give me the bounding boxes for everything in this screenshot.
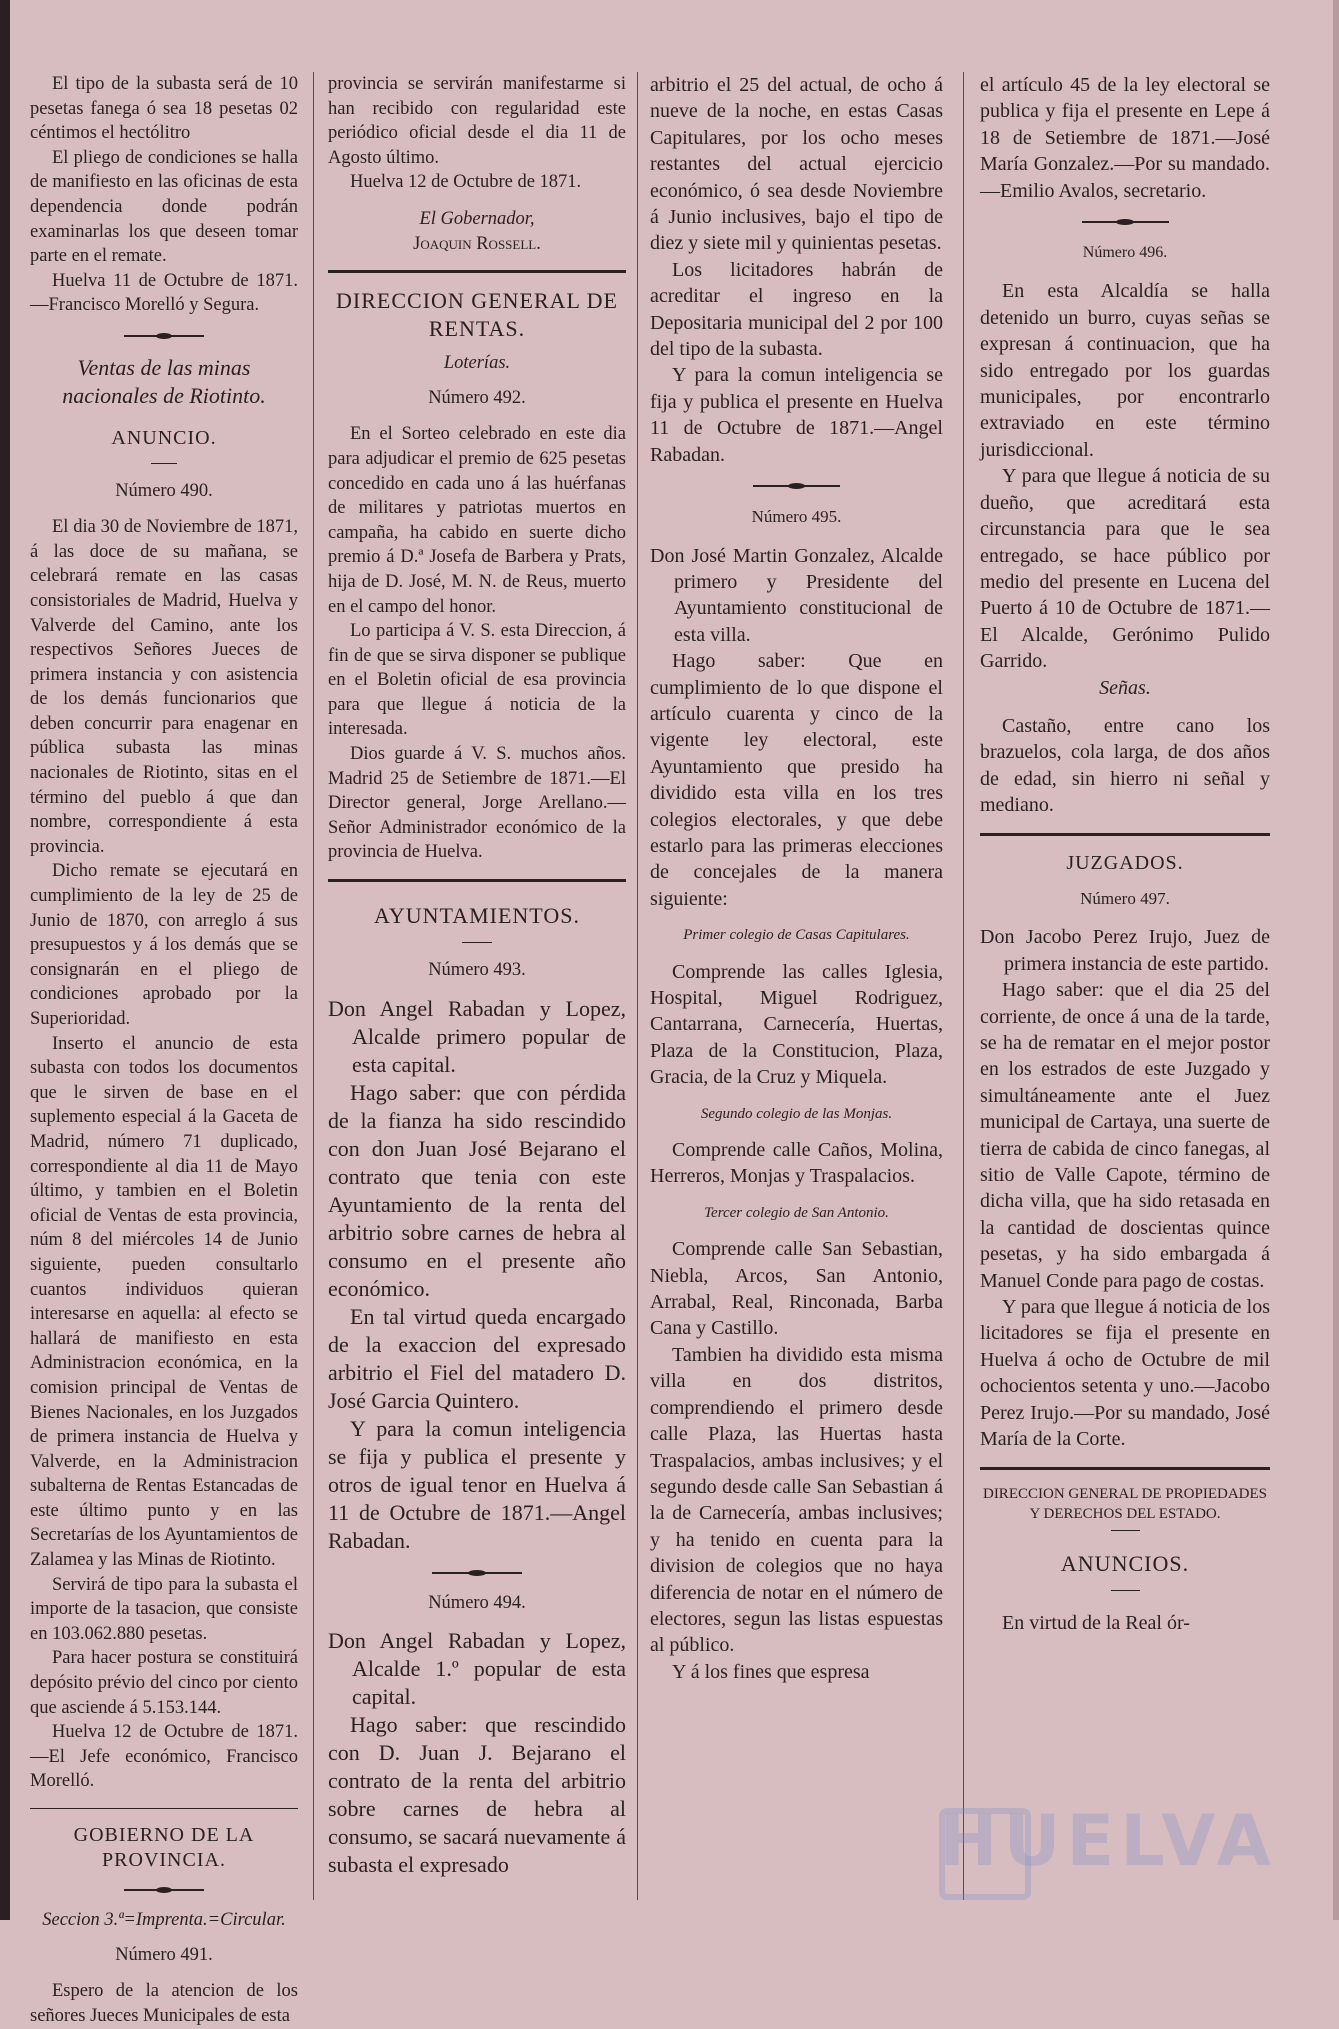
paragraph: Para hacer postura se constituirá depósito prévio del cinco por ciento que asciende á 5.153.144. <box>30 1648 298 1718</box>
paragraph: Comprende calle Caños, Molina, Herreros, Monjas y Traspalacios. <box>650 1139 943 1188</box>
column-2 <box>328 72 626 1910</box>
section-subtitle: Seccion 3.ª=Imprenta.=Circular. <box>42 1910 286 1931</box>
paragraph: Y para que llegue á noticia de los licitadores se fija el presente en Huelva á ocho de Octubre de mil ochocientos setenta y uno.—Jacobo Perez Irujo.—Por su mandado, José María de la Corte. <box>980 1296 1270 1451</box>
section-subtitle: ANUNCIO. <box>111 426 217 449</box>
section-title: DIRECCION GENERAL DE RENTAS. <box>336 288 618 342</box>
short-rule <box>980 1586 1270 1596</box>
column-rule <box>963 72 964 1900</box>
section-rule <box>980 833 1270 836</box>
notice-number: Número 490. <box>115 480 213 501</box>
paragraph: Hago saber: que el dia 25 del corriente, de once á una de la tarde, se ha de rematar en el mejor postor en los estrados de este Juzgado y simultáneamente ante el Juez municipal de Cartaya, una suerte de tierra de cabida de cinco fanegas, al sitio de Valle Capote, término de dicha villa, que ha sido retasada en la cantidad de doscientas quince pesetas, y ha sido embargada á Manuel Conde para pago de costas. <box>980 979 1270 1292</box>
ornament-divider <box>328 1569 626 1577</box>
signature-line: Huelva 11 de Octubre de 1871. —Francisco Morelló y Segura. <box>30 270 298 316</box>
date-line: Huelva 12 de Octubre de 1871. <box>350 172 582 193</box>
college-title: Tercer colegio de San Antonio. <box>704 1204 889 1221</box>
paragraph: Hago saber: Que en cumplimiento de lo que dispone el artículo cuarenta y cinco de la vigente ley electoral, este Ayuntamiento que presido ha dividido esta villa en los tres colegios electorales, y que debe estarlo para las primeras elecciones de concejales de la manera siguiente: <box>650 650 943 910</box>
notice-number: Número 497. <box>1080 888 1170 908</box>
paragraph: Hago saber: que con pérdida de la fianza ha sido rescindido con don Juan José Bejarano el contrato que tenia con este Ayuntamiento de la renta del arbitrio sobre carnes de hebra al consumo en el presente año económico. <box>328 1079 626 1301</box>
paragraph: Hago saber: que rescindido con D. Juan J. Bejarano el contrato de la renta del arbitrio sobre carnes de hebra al consumo, se sacará nuevamente á subasta el expresado <box>328 1712 626 1878</box>
college-title: Primer colegio de Casas Capitulares. <box>683 927 910 944</box>
paragraph: Dios guarde á V. S. muchos años. Madrid 25 de Setiembre de 1871.—El Director general, Jorge Arellano.—Señor Administrador económico de la provincia de Huelva. <box>328 744 626 863</box>
paragraph: Espero de la atencion de los señores Jueces Municipales de esta <box>30 1981 298 2026</box>
section-title: JUZGADOS. <box>1066 851 1184 874</box>
paragraph: Comprende las calles Iglesia, Hospital, Miguel Rodriguez, Cantarrana, Carnecería, Huertas, Plaza de la Constitucion, Plaza, Gracia, de la Cruz y Miquela. <box>650 960 943 1089</box>
paragraph: El pliego de condiciones se halla de manifiesto en las oficinas de esta dependencia donde podrán examinarlas los que deseen tomar parte en el remate. <box>30 147 298 267</box>
paragraph: El dia 30 de Noviembre de 1871, á las doce de su mañana, se celebrará remate en las casas consistoriales de Madrid, Huelva y Valverde del Camino, ante los respectivos Señores Jueces de primera instancia y con asistencia de los demás funcionarios que deben concurrir para enagenar en pública subasta las minas nacionales de Riotinto, sitas en el término del pueblo á que dan nombre, correspondiente á esta provincia. <box>30 517 298 857</box>
notice-heading: Don Jacobo Perez Irujo, Juez de primera instancia de este partido. <box>980 926 1270 975</box>
column-1 <box>30 72 298 2026</box>
section-subtitle: Señas. <box>1099 676 1151 699</box>
paragraph: Lo participa á V. S. esta Direccion, á fin de que se sirva disponer se publique en el Boletin oficial de esa provincia para que llegue á noticia de la interesada. <box>328 621 626 740</box>
notice-heading: Don Angel Rabadan y Lopez, Alcalde 1.º popular de esta capital. <box>328 1628 626 1710</box>
section-rule <box>328 270 626 273</box>
column-4 <box>980 72 1270 1910</box>
notice-heading: Don Angel Rabadan y Lopez, Alcalde primero popular de esta capital. <box>328 995 626 1077</box>
watermark-text: HUELVA <box>939 1800 1277 1882</box>
paragraph: Y para la comun inteligencia se fija y publica el presente y otros de igual tenor en Huelva á 11 de Octubre de 1871.—Angel Rabadan. <box>328 1415 626 1553</box>
paragraph: Y á los fines que espresa <box>672 1660 870 1683</box>
short-rule <box>328 938 626 948</box>
paragraph: El tipo de la subasta será de 10 pesetas fanega ó sea 18 pesetas 02 céntimos el hectólitro <box>30 74 298 144</box>
ornament-divider <box>30 332 298 340</box>
paragraph: En esta Alcaldía se halla detenido un burro, cuyas señas se expresan á continuacion, que ha sido entregado por los guardas municipales, por encontrarlo extraviado en este término jurisdiccional. <box>980 280 1270 461</box>
paragraph: Servirá de tipo para la subasta el importe de la tasacion, que consiste en 103.062.880 pesetas. <box>30 1574 298 1644</box>
notice-number: Número 491. <box>115 1944 213 1965</box>
signature-line: Huelva 12 de Octubre de 1871. —El Jefe económico, Francisco Morelló. <box>30 1722 298 1792</box>
signature-role: El Gobernador, <box>419 208 535 229</box>
seal-icon <box>939 1808 1031 1900</box>
notice-number: Número 495. <box>751 507 842 527</box>
ornament-divider <box>980 218 1270 226</box>
paragraph: arbitrio el 25 del actual, de ocho á nueve de la noche, en estas Casas Capitulares, por los ocho meses restantes del actual ejercicio económico, ó sea desde Noviembre á Junio inclusives, bajo el tipo de diez y siete mil y quinientas pesetas. <box>650 74 943 255</box>
page-binding-edge <box>0 0 10 1920</box>
short-rule <box>30 459 298 469</box>
paragraph: En tal virtud queda encargado de la exaccion del expresado arbitrio el Fiel del matadero D. José Garcia Quintero. <box>328 1303 626 1413</box>
ornament-divider <box>650 482 943 490</box>
signature-name: Joaquin Rossell. <box>413 233 541 254</box>
section-title: GOBIERNO DE LA PROVINCIA. <box>73 1824 255 1871</box>
paragraph: el artículo 45 de la ley electoral se publica y fija el presente en Lepe á 18 de Setiembre de 1871.—José María Gonzalez.—Por su mandado.—Emilio Avalos, secretario. <box>980 74 1270 202</box>
section-rule <box>30 1808 298 1809</box>
paragraph: Y para la comun inteligencia se fija y publica el presente en Huelva 11 de Octubre de 1871.—Angel Rabadan. <box>650 364 943 466</box>
page-right-edge <box>1333 0 1339 1920</box>
paragraph: En el Sorteo celebrado en este dia para adjudicar el premio de 625 pesetas concedido en cada uno á las huérfanas de militares y patriotas muertos en campaña, ha cabido en suerte dicho premio á D.ª Josefa de Barbera y Prats, hija de D. José, M. N. de Reus, muerto en el campo del honor. <box>328 424 626 617</box>
notice-number: Número 492. <box>428 387 526 408</box>
paragraph: Tambien ha dividido esta misma villa en dos distritos, comprendiendo el primero desde calle Plaza, las Huertas hasta Traspalacios, ambas inclusives; y el segundo desde calle San Sebastian á la de Carnecería, ambas inclusives; y ha tenido en cuenta para la division de colegios que no haya diferencia de notar en el número de electores, segun las listas espuestas al público. <box>650 1343 943 1657</box>
college-title: Segundo colegio de las Monjas. <box>700 1105 893 1122</box>
section-subtitle: Loterías. <box>443 353 511 374</box>
short-rule <box>980 1526 1270 1536</box>
column-rule <box>637 72 638 1900</box>
notice-number: Número 493. <box>428 960 526 981</box>
archive-watermark <box>939 1800 1277 1910</box>
paragraph: Comprende calle San Sebastian, Niebla, Arcos, San Antonio, Arrabal, Real, Rinconada, Barba Cana y Castillo. <box>650 1238 943 1340</box>
section-title: Ventas de las minas nacionales de Riotinto. <box>62 354 266 408</box>
paragraph: Inserto el anuncio de esta subasta con todos los documentos que le sirven de base en el suplemento especial á la Gaceta de Madrid, número 71 duplicado, correspondiente al dia 11 de Mayo último, y tambien en el Boletin oficial de Ventas de esta provincia, núm 8 del miércoles 14 de Junio siguiente, pueden consultarlo cuantos individuos quieran interesarse en aquella: al efecto se hallará de manifiesto en esta Administracion económica, en la comision principal de Ventas de Bienes Nacionales, en los Juzgados de primera instancia de Huelva y Valverde, en la Administracion subalterna de Rentas Estancadas de este último punto y en las Secretarías de los Ayuntamientos de Zalamea y las Minas de Riotinto. <box>30 1033 298 1571</box>
section-title: AYUNTAMIENTOS. <box>374 903 580 929</box>
section-title: DIRECCION GENERAL DE PROPIEDADES Y DERECHOS DEL ESTADO. <box>982 1485 1268 1522</box>
paragraph: Castaño, entre cano los brazuelos, cola larga, de dos años de edad, sin hierro ni señal y mediano. <box>980 714 1270 817</box>
ornament-divider <box>30 1886 298 1894</box>
paragraph: Y para que llegue á noticia de su dueño, que acreditará esta circunstancia para que le sea entregado, se hace público por medio del presente en Lucena del Puerto á 10 de Octubre de 1871.—El Alcalde, Gerónimo Pulido Garrido. <box>980 465 1270 673</box>
paragraph: provincia se servirán manifestarme si han recibido con regularidad este periódico oficial desde el dia 11 de Agosto último. <box>328 74 626 168</box>
paragraph: Dicho remate se ejecutará en cumplimiento de la ley de 25 de Junio de 1870, con arreglo á sus presupuestos y á los demás que se consignarán en el pliego de condiciones aprobado por la Superioridad. <box>30 861 298 1029</box>
section-rule <box>328 879 626 882</box>
paragraph: Los licitadores habrán de acreditar el ingreso en la Depositaria municipal del 2 por 100 del tipo de la subasta. <box>650 258 943 361</box>
column-3 <box>650 72 943 1910</box>
notice-heading: Don José Martin Gonzalez, Alcalde primero y Presidente del Ayuntamiento constitucional de esta villa. <box>650 544 943 646</box>
section-title: ANUNCIOS. <box>1060 1550 1190 1576</box>
notice-number: Número 494. <box>428 1592 526 1613</box>
column-rule <box>313 72 314 1900</box>
paragraph: En virtud de la Real ór- <box>1002 1611 1190 1634</box>
notice-number: Número 496. <box>1082 244 1168 262</box>
section-rule <box>980 1467 1270 1470</box>
